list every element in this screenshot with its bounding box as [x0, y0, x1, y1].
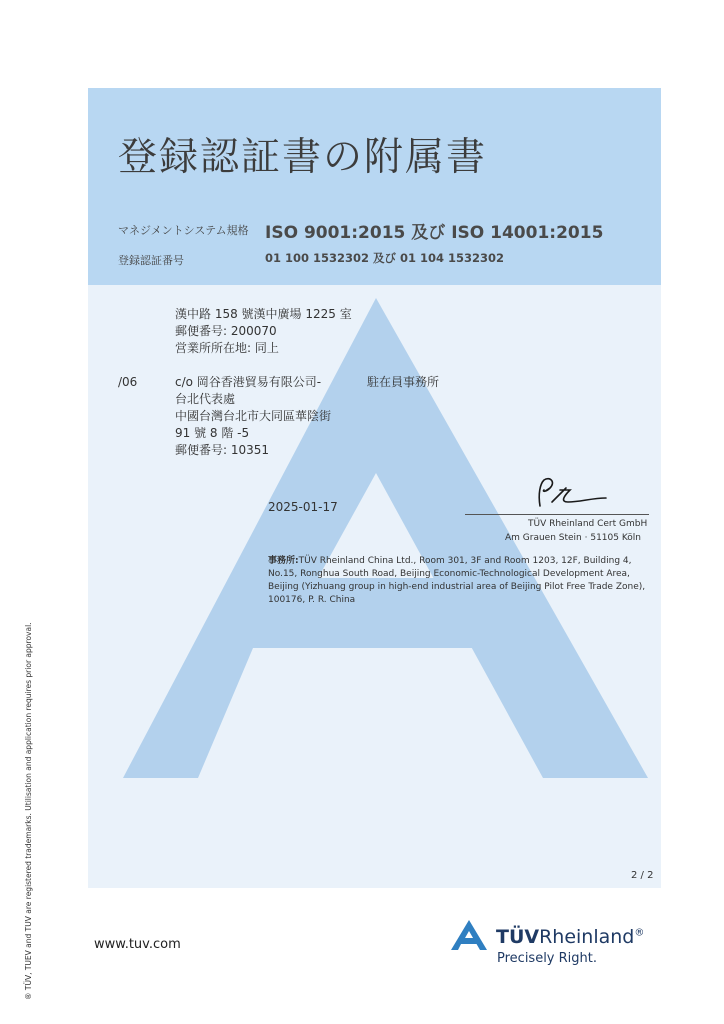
registration-number-label: 登録認証番号 — [118, 254, 184, 267]
office-address — [268, 555, 653, 607]
address1-line1: 漢中路 158 號漢中廣場 1225 室 — [175, 307, 352, 321]
site2-line3: 中國台灣台北市大同區華陰街 — [175, 409, 332, 423]
office-text: TÜV Rheinland China Ltd., Room 301, 3F and Room 1203, 12F, Building 4, No.15, Ronghua South Road, Beijing Economic-Technological Development Area, Beijing (Yizhuang group in high-end industrial area of Beijing Pilot Free Trade Zone), 100176, P. R. China — [268, 556, 646, 605]
brand-slogan: Precisely Right. — [497, 951, 598, 966]
brand-bold: TÜV — [496, 926, 540, 948]
brand-rest: Rheinland — [539, 926, 635, 948]
site2-line2: 台北代表處 — [175, 392, 236, 406]
issuer-address: Am Grauen Stein · 51105 Köln — [505, 533, 642, 543]
site2-line1: c/o 岡谷香港貿易有限公司- — [175, 375, 322, 389]
brand-registered-mark: ® — [634, 927, 645, 939]
address1-line3: 営業所所在地: 同上 — [175, 341, 279, 355]
trademark-note: ® TÜV, TUEV and TUV are registered trademarks. Utilisation and application requires prior approval. — [24, 622, 33, 1000]
system-standard-label: マネジメントシステム規格 — [118, 224, 249, 237]
site2-line1-suffix: 駐在員事務所 — [367, 375, 440, 389]
site2-line5: 郵便番号: 10351 — [175, 443, 270, 457]
office-label: 事務所: — [268, 556, 299, 566]
document-title: 登録認証書の附属書 — [118, 135, 488, 180]
issuer-name: TÜV Rheinland Cert GmbH — [528, 519, 648, 529]
site-index: /06 — [118, 375, 138, 389]
issue-date: 2025-01-17 — [268, 500, 338, 514]
address1-line2: 郵便番号: 200070 — [175, 324, 277, 338]
registration-number-value: 01 100 1532302 及び 01 104 1532302 — [265, 251, 505, 265]
system-standard-value: ISO 9001:2015 及び ISO 14001:2015 — [265, 223, 604, 243]
brand-wordmark — [496, 926, 644, 948]
signature-line — [465, 514, 649, 515]
website-link[interactable]: www.tuv.com — [94, 937, 181, 952]
site2-line4: 91 號 8 階 -5 — [175, 426, 250, 440]
page-number: 2 / 2 — [631, 870, 654, 881]
signature — [530, 476, 610, 512]
tuv-triangle-icon — [449, 918, 489, 952]
